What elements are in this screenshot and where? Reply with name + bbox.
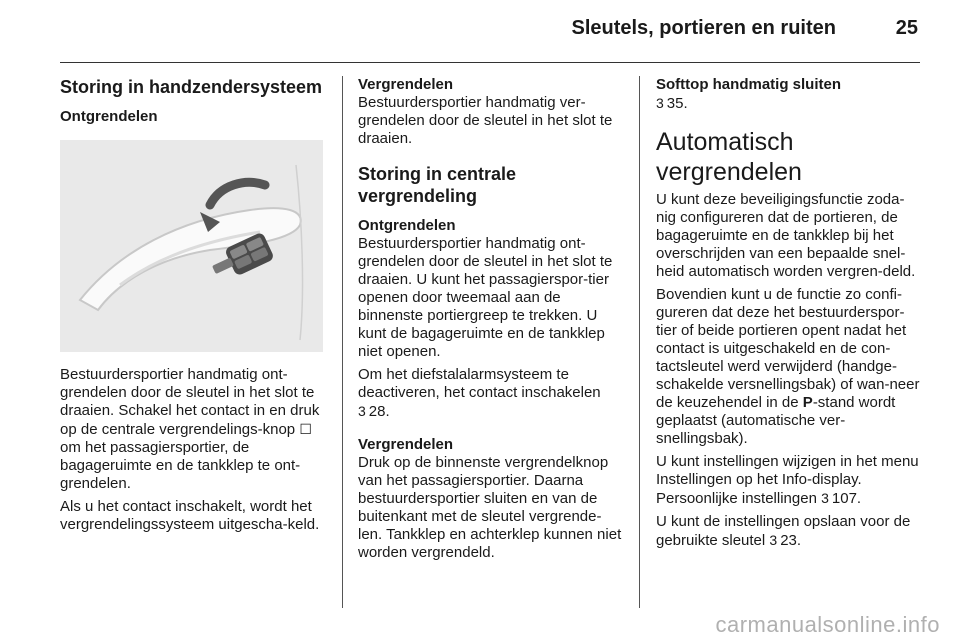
section-heading: Storing in handzendersysteem (60, 77, 323, 97)
paragraph: Bestuurdersportier handmatig ver-grendelen door de sleutel in het slot te draaien. (358, 94, 613, 147)
column-2 (358, 76, 622, 606)
door-handle-illustration (60, 140, 323, 352)
paragraph: Om het diefstalalarmsysteem te deactiveren, het contact inschakelen 3 28. (358, 366, 601, 420)
paragraph: U kunt deze beveiligingsfunctie zoda-nig configureren dat de portieren, de bagageruimte en de tankklep bij het overschrijden van een bepaalde snel-heid automatisch worden vergren-deld. (656, 191, 916, 280)
page-reference-arrow-icon: 3 (821, 490, 829, 506)
subheading: Softtop handmatig sluiten (656, 76, 841, 93)
column-divider (639, 76, 640, 608)
page-reference[interactable]: 28. (368, 403, 390, 420)
paragraph (656, 94, 922, 113)
page-header (60, 0, 920, 63)
key-in-door-lock-image (60, 140, 323, 352)
lock-button-icon: ☐ (299, 421, 312, 437)
page-reference-arrow-icon: 3 (769, 532, 778, 548)
paragraph: Bestuurdersportier handmatig ont-grendelen door de sleutel in het slot te draaien. Schakel het contact in en druk op de centrale vergrendelings-knop ☐ om het passagiersportier, de bagageruimte en de tankklep te ont-grendelen. (60, 366, 320, 492)
column-1 (60, 76, 326, 606)
page-reference-arrow-icon: 3 (656, 95, 664, 111)
paragraph: Druk op de binnenste vergrendelknop van het passagiersportier. Daarna bestuurdersportier sluiten en van de buitenkant met de sleutel vergrende-len. Tankklep en achterklep kunnen niet worden vergrendeld. (358, 454, 622, 561)
page-number: 25 (895, 17, 918, 39)
subheading: Vergrendelen (358, 436, 454, 453)
watermark: carmanualsonline.info (715, 612, 940, 637)
paragraph: Als u het contact inschakelt, wordt het vergrendelingssysteem uitgescha-keld. (60, 498, 320, 533)
paragraph: U kunt de instellingen opslaan voor de gebruikte sleutel 3 23. (656, 513, 911, 549)
column-divider (342, 76, 343, 608)
section-heading: Storing in centrale vergrendeling (358, 164, 517, 206)
page-reference[interactable]: 23. (780, 532, 802, 549)
page-reference-arrow-icon: 3 (358, 403, 366, 419)
page-reference[interactable]: 35. (666, 95, 688, 112)
column-3 (656, 76, 922, 606)
subheading: Ontgrendelen (60, 108, 158, 125)
subheading: Vergrendelen (358, 76, 454, 93)
paragraph: U kunt instellingen wijzigen in het menu Instellingen op het Info-display. Persoonlijke instellingen 3 107. (656, 453, 919, 507)
page-title: Sleutels, portieren en ruiten (571, 17, 836, 39)
paragraph: Bestuurdersportier handmatig ont-grendelen door de sleutel in het slot te draaien. U kunt het passagierspor-tier openen door tweemaal aan de binnenste portiergreep te trekken. U kunt de bagageruimte en de tankklep niet openen. (358, 235, 613, 360)
subheading: Ontgrendelen (358, 217, 456, 234)
paragraph: Bovendien kunt u de functie zo confi-gureren dat deze het bestuurderspor-tier of beide portieren opent nadat het contact is uitgeschakeld en de con-tactsleutel werd verwijderd (handge-schakelde versnellingsbak) of wan-neer de keuzehendel in de P-stand wordt geplaatst (automatische ver-snellingsbak). (656, 286, 920, 447)
gear-position-label: P (802, 394, 813, 411)
section-heading-large: Automatisch vergrendelen (656, 128, 802, 186)
page-reference[interactable]: 107. (831, 490, 862, 507)
